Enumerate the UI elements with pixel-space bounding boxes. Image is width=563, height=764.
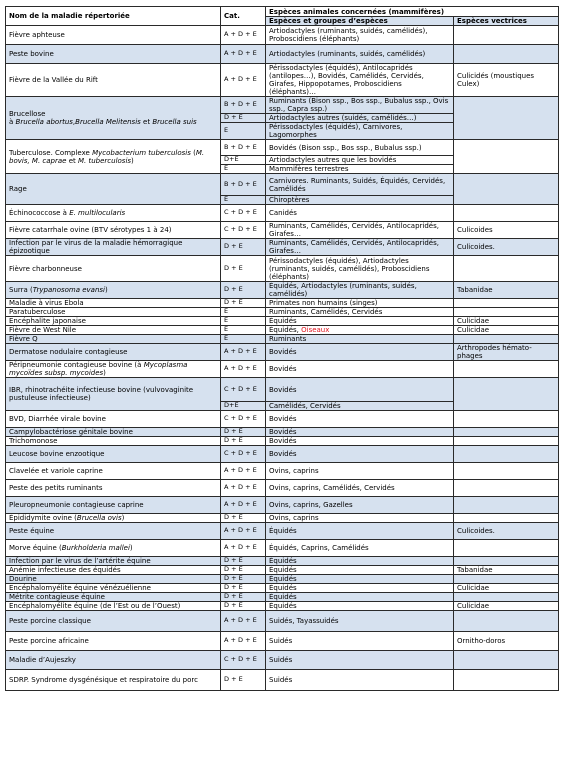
disease-name-text: Peste équine	[9, 527, 55, 535]
disease-name	[6, 326, 221, 335]
header-category: Cat.	[221, 7, 266, 26]
category-cell: D + E	[221, 593, 266, 602]
disease-name-text: Tuberculose. Complexe	[9, 148, 93, 157]
category-cell: D + E	[221, 584, 266, 593]
table-row	[6, 140, 559, 156]
category-cell: B + D + E	[221, 97, 266, 114]
species-cell: Équidés	[266, 584, 454, 593]
vectors-cell	[454, 611, 559, 632]
species-cell: Bovidés	[266, 361, 454, 378]
disease-name-text: Infection par le virus de la maladie hémorragique épizootique	[9, 239, 183, 255]
table-row	[6, 26, 559, 45]
vectors-cell	[454, 361, 559, 378]
table-row	[6, 602, 559, 611]
disease-name-text: et	[140, 118, 153, 126]
pathogen-name: Brucella suis	[152, 118, 197, 126]
species-cell: Artiodactyles (ruminants, suidés, camélidés), Proboscidiens (éléphants)	[266, 26, 454, 45]
disease-name	[6, 411, 221, 428]
vectors-cell: Arthropodes hémato-phages	[454, 344, 559, 361]
table-row	[6, 497, 559, 514]
table-row	[6, 480, 559, 497]
disease-name-text: Leucose bovine enzootique	[9, 450, 105, 458]
table-row	[6, 446, 559, 463]
table-row	[6, 335, 559, 344]
table-row	[6, 222, 559, 239]
species-cell: Équidés	[266, 523, 454, 540]
disease-name-text: Fièvre de West Nile	[9, 326, 77, 334]
disease-name	[6, 651, 221, 670]
header-species: Espèces et groupes d’espèces	[266, 17, 454, 26]
disease-name-text: Trichomonose	[9, 437, 58, 445]
disease-name-text: Fièvre charbonneuse	[9, 264, 82, 273]
table-row	[6, 411, 559, 428]
disease-name-text: )	[129, 544, 133, 552]
pathogen-name: Brucella ovis	[76, 514, 122, 522]
table-row	[6, 174, 559, 196]
vectors-cell: Tabanidae	[454, 566, 559, 575]
disease-name	[6, 26, 221, 45]
species-cell: Ruminants, Camélidés, Cervidés, Antilocapridés, Girafes…	[266, 239, 454, 256]
category-cell: D + E	[221, 557, 266, 566]
category-cell: C + D + E	[221, 411, 266, 428]
disease-name	[6, 437, 221, 446]
disease-name-text: et	[66, 156, 78, 165]
category-cell: A + D + E	[221, 632, 266, 651]
category-cell: A + D + E	[221, 463, 266, 480]
disease-name	[6, 497, 221, 514]
category-cell: C + D + E	[221, 205, 266, 222]
disease-name-text: Fièvre catarrhale ovine (BTV sérotypes 1 à 24)	[9, 226, 172, 234]
vectors-cell	[454, 299, 559, 308]
category-cell: E	[221, 196, 266, 205]
table-row	[6, 97, 559, 114]
vectors-cell: Culicoides.	[454, 239, 559, 256]
disease-name-text: Campylobactériose génitale bovine	[9, 428, 133, 436]
vectors-cell	[454, 97, 559, 140]
category-cell: D + E	[221, 437, 266, 446]
vectors-cell: Culicidés (moustiques Culex)	[454, 64, 559, 97]
species-cell: Périssodactyles (équidés), Carnivores, Lagomorphes	[266, 123, 454, 140]
species-cell: Artiodactyles autres (suidés, camélidés…)	[266, 114, 454, 123]
vectors-cell	[454, 140, 559, 174]
vectors-cell: Tabanidae	[454, 282, 559, 299]
disease-name-text: IBR, rhinotrachéite infectieuse bovine (vulvovaginite pustuleuse infectieuse)	[9, 386, 194, 402]
disease-name	[6, 611, 221, 632]
disease-name	[6, 64, 221, 97]
species-cell: Suidés, Tayassuidés	[266, 611, 454, 632]
category-cell: A + D + E	[221, 540, 266, 557]
category-cell: D + E	[221, 299, 266, 308]
header-species-group: Espèces animales concernées (mammifères)	[266, 7, 559, 17]
disease-name	[6, 222, 221, 239]
species-cell: Équidés, Artiodactyles (ruminants, suidés, camélidés)	[266, 282, 454, 299]
disease-name	[6, 446, 221, 463]
table-row	[6, 632, 559, 651]
species-cell	[266, 326, 454, 335]
species-cell: Équidés, Caprins, Camélidés	[266, 540, 454, 557]
species-cell: Ovins, caprins	[266, 514, 454, 523]
disease-name-text: Pleuropneumonie contagieuse caprine	[9, 501, 144, 509]
pathogen-name: E. multilocularis	[69, 209, 126, 217]
table-row	[6, 463, 559, 480]
disease-name-text: Peste porcine africaine	[9, 637, 89, 645]
disease-name-text: Échinococcose à	[9, 209, 70, 217]
vectors-cell	[454, 557, 559, 566]
disease-name-text: Paratuberculose	[9, 308, 66, 316]
disease-name-text: Fièvre Q	[9, 335, 38, 343]
vectors-cell	[454, 437, 559, 446]
disease-name-text: Infection par le virus de l’artérite équine	[9, 557, 151, 565]
disease-name	[6, 174, 221, 205]
species-cell: Ruminants, Camélidés, Cervidés, Antilocapridés, Girafes…	[266, 222, 454, 239]
disease-name	[6, 428, 221, 437]
table-row	[6, 670, 559, 691]
species-cell: Équidés	[266, 557, 454, 566]
table-row	[6, 64, 559, 97]
vectors-cell	[454, 670, 559, 691]
species-cell: Périssodactyles (équidés), Antilocapridés (antilopes…), Bovidés, Camélidés, Cervidés, Girafes, Hippopotames, Proboscidiens (éléphants)…	[266, 64, 454, 97]
disease-name	[6, 378, 221, 411]
disease-name-text: Encéphalomyélite équine (de l’Est ou de l’Ouest)	[9, 602, 181, 610]
disease-name	[6, 256, 221, 282]
species-cell: Ovins, caprins	[266, 463, 454, 480]
table-row	[6, 437, 559, 446]
category-cell: A + D + E	[221, 361, 266, 378]
category-cell: A + D + E	[221, 480, 266, 497]
disease-name	[6, 514, 221, 523]
category-cell: A + D + E	[221, 64, 266, 97]
table-row	[6, 593, 559, 602]
disease-name-text: Maladie à virus Ebola	[9, 299, 84, 307]
species-cell: Bovidés (Bison ssp., Bos ssp., Bubalus ssp.)	[266, 140, 454, 156]
species-cell: Bovidés	[266, 437, 454, 446]
disease-name	[6, 566, 221, 575]
category-cell: B + D + E	[221, 140, 266, 156]
species-cell: Ruminants (Bison ssp., Bos ssp., Bubalus ssp., Ovis ssp., Capra ssp.)	[266, 97, 454, 114]
disease-name-text: )	[121, 514, 125, 522]
disease-name-text: SDRP. Syndrome dysgénésique et respiratoire du porc	[9, 676, 198, 684]
vectors-cell: Culicidae	[454, 584, 559, 593]
vectors-cell: Culicidae	[454, 317, 559, 326]
vectors-cell	[454, 651, 559, 670]
category-cell: D + E	[221, 514, 266, 523]
disease-name-text: Anémie infectieuse des équidés	[9, 566, 121, 574]
disease-name	[6, 205, 221, 222]
disease-name-text: Métrite contagieuse équine	[9, 593, 105, 601]
disease-name	[6, 584, 221, 593]
table-row	[6, 557, 559, 566]
vectors-cell	[454, 411, 559, 428]
disease-table	[5, 6, 559, 691]
vectors-cell	[454, 378, 559, 411]
table-row	[6, 540, 559, 557]
species-cell: Chiroptères	[266, 196, 454, 205]
pathogen-name: Burkholderia mallei	[61, 544, 130, 552]
disease-name	[6, 575, 221, 584]
category-cell: E	[221, 317, 266, 326]
disease-name	[6, 45, 221, 64]
disease-name	[6, 361, 221, 378]
table-row	[6, 326, 559, 335]
species-cell: Ruminants	[266, 335, 454, 344]
vectors-cell	[454, 256, 559, 282]
category-cell: D + E	[221, 670, 266, 691]
table-row	[6, 317, 559, 326]
vectors-cell	[454, 26, 559, 45]
table-row	[6, 299, 559, 308]
disease-name-text: )	[131, 156, 134, 165]
disease-name-text: Peste porcine classique	[9, 617, 91, 625]
disease-name	[6, 593, 221, 602]
species-cell: Suidés	[266, 670, 454, 691]
category-cell: E	[221, 335, 266, 344]
species-cell: Bovidés	[266, 378, 454, 402]
table-row	[6, 428, 559, 437]
disease-name-text: Peste des petits ruminants	[9, 484, 103, 492]
vectors-cell	[454, 205, 559, 222]
disease-name-text: Clavelée et variole caprine	[9, 467, 103, 475]
category-cell: E	[221, 308, 266, 317]
table-row	[6, 256, 559, 282]
disease-name	[6, 632, 221, 651]
category-cell: C + D + E	[221, 651, 266, 670]
species-cell: Équidés	[266, 575, 454, 584]
species-cell: Ruminants, Camélidés, Cervidés	[266, 308, 454, 317]
species-cell: Bovidés	[266, 446, 454, 463]
category-cell: D + E	[221, 566, 266, 575]
category-cell: A + D + E	[221, 497, 266, 514]
category-cell: E	[221, 326, 266, 335]
disease-name-text: ,	[72, 118, 76, 126]
species-cell: Périssodactyles (équidés), Artiodactyles (ruminants, suidés, camélidés), Proboscidiens (éléphants)	[266, 256, 454, 282]
disease-name-text: Encéphalite japonaise	[9, 317, 86, 325]
disease-name-text: Dourine	[9, 575, 37, 583]
pathogen-name: Brucella Melitensis	[75, 118, 141, 126]
vectors-cell	[454, 540, 559, 557]
disease-name-text: )	[105, 286, 108, 294]
species-cell: Ovins, caprins, Gazelles	[266, 497, 454, 514]
category-cell: D+E	[221, 156, 266, 165]
species-cell: Équidés	[266, 602, 454, 611]
vectors-cell	[454, 308, 559, 317]
category-cell: A + D + E	[221, 26, 266, 45]
disease-name	[6, 308, 221, 317]
category-cell: C + D + E	[221, 378, 266, 402]
table-row	[6, 611, 559, 632]
table-row	[6, 344, 559, 361]
disease-name	[6, 282, 221, 299]
species-text: Équidés,	[269, 326, 302, 334]
disease-name-text: Maladie d’Aujeszky	[9, 656, 76, 664]
pathogen-name: Mycoplasma mycoïdes subsp. mycoides	[9, 361, 188, 377]
vectors-cell	[454, 480, 559, 497]
category-cell: B + D + E	[221, 174, 266, 196]
table-row	[6, 239, 559, 256]
vectors-cell: Culicoides	[454, 222, 559, 239]
category-cell: D+E	[221, 402, 266, 411]
disease-name-text: Morve équine (	[9, 544, 62, 552]
species-cell: Bovidés	[266, 411, 454, 428]
category-cell: D + E	[221, 575, 266, 584]
species-cell: Bovidés	[266, 344, 454, 361]
category-cell: D + E	[221, 428, 266, 437]
table-row	[6, 361, 559, 378]
category-cell: A + D + E	[221, 523, 266, 540]
vectors-cell	[454, 335, 559, 344]
disease-name-text: Dermatose nodulaire contagieuse	[9, 348, 128, 356]
species-cell: Camélidés, Cervidés	[266, 402, 454, 411]
disease-name	[6, 523, 221, 540]
vectors-cell	[454, 446, 559, 463]
disease-name-text: )	[103, 369, 106, 377]
disease-name-text: Brucellose	[9, 110, 46, 118]
disease-name-text: BVD, Diarrhée virale bovine	[9, 415, 106, 423]
disease-name	[6, 602, 221, 611]
vectors-cell	[454, 174, 559, 205]
table-row	[6, 205, 559, 222]
category-cell: A + D + E	[221, 344, 266, 361]
vectors-cell: Culicidae	[454, 602, 559, 611]
disease-name-text: Péripneumonie contagieuse bovine (à	[9, 361, 144, 369]
disease-name-text: à	[9, 118, 16, 126]
disease-name	[6, 335, 221, 344]
disease-name-text: Rage	[9, 185, 27, 193]
table-row	[6, 566, 559, 575]
category-cell: D + E	[221, 256, 266, 282]
table-row	[6, 514, 559, 523]
species-cell: Mammifères terrestres	[266, 165, 454, 174]
category-cell: E	[221, 165, 266, 174]
disease-name-text: Surra (	[9, 286, 33, 294]
species-cell: Primates non humains (singes)	[266, 299, 454, 308]
species-cell: Artiodactyles autres que les bovidés	[266, 156, 454, 165]
header-vectors: Espèces vectrices	[454, 17, 559, 26]
table-row	[6, 378, 559, 402]
disease-name	[6, 670, 221, 691]
category-cell: D + E	[221, 602, 266, 611]
species-cell: Bovidés	[266, 428, 454, 437]
table-row	[6, 584, 559, 593]
vectors-cell	[454, 593, 559, 602]
disease-name-text: (	[190, 148, 196, 157]
disease-name	[6, 97, 221, 140]
category-cell: C + D + E	[221, 446, 266, 463]
vectors-cell	[454, 428, 559, 437]
category-cell: D + E	[221, 239, 266, 256]
pathogen-name: Brucella abortus	[15, 118, 73, 126]
vectors-cell: Ornitho-doros	[454, 632, 559, 651]
disease-name-text: Encéphalomyélite équine vénézuélienne	[9, 584, 151, 592]
category-cell: A + D + E	[221, 45, 266, 64]
vectors-cell	[454, 575, 559, 584]
table-row	[6, 308, 559, 317]
disease-name-text: Peste bovine	[9, 50, 54, 58]
table-row	[6, 651, 559, 670]
disease-name	[6, 557, 221, 566]
vectors-cell	[454, 497, 559, 514]
species-highlight: Oiseaux	[301, 326, 330, 334]
category-cell: D + E	[221, 282, 266, 299]
species-cell: Équidés	[266, 317, 454, 326]
disease-name	[6, 480, 221, 497]
vectors-cell	[454, 463, 559, 480]
header-disease: Nom de la maladie répertoriée	[6, 7, 221, 26]
pathogen-name: Trypanosoma evansi	[32, 286, 106, 294]
vectors-cell: Culicoides.	[454, 523, 559, 540]
disease-name	[6, 140, 221, 174]
disease-name	[6, 463, 221, 480]
table-row	[6, 282, 559, 299]
category-cell: D + E	[221, 114, 266, 123]
disease-name-text: Fièvre de la Vallée du Rift	[9, 76, 98, 84]
species-cell: Ovins, caprins, Camélidés, Cervidés	[266, 480, 454, 497]
disease-name	[6, 344, 221, 361]
disease-name-text: Fièvre aphteuse	[9, 31, 65, 39]
species-cell: Suidés	[266, 651, 454, 670]
vectors-cell	[454, 45, 559, 64]
disease-name	[6, 239, 221, 256]
disease-name	[6, 317, 221, 326]
species-cell: Carnivores. Ruminants, Suidés, Équidés, Cervidés, Camélidés	[266, 174, 454, 196]
species-cell: Équidés	[266, 593, 454, 602]
pathogen-name: M. bovis, M. caprae	[9, 148, 205, 165]
category-cell: C + D + E	[221, 222, 266, 239]
species-cell: Suidés	[266, 632, 454, 651]
species-cell: Artiodactyles (ruminants, suidés, camélidés)	[266, 45, 454, 64]
disease-name-text: Épididymite ovine (	[9, 514, 77, 522]
vectors-cell: Culicidae	[454, 326, 559, 335]
pathogen-name: M. tuberculosis	[77, 156, 132, 165]
species-cell: Équidés	[266, 566, 454, 575]
table-row	[6, 523, 559, 540]
vectors-cell	[454, 514, 559, 523]
table-row	[6, 575, 559, 584]
pathogen-name: Mycobacterium tuberculosis	[92, 148, 191, 157]
table-row	[6, 45, 559, 64]
category-cell: E	[221, 123, 266, 140]
category-cell: A + D + E	[221, 611, 266, 632]
disease-name	[6, 299, 221, 308]
disease-name	[6, 540, 221, 557]
species-cell: Canidés	[266, 205, 454, 222]
